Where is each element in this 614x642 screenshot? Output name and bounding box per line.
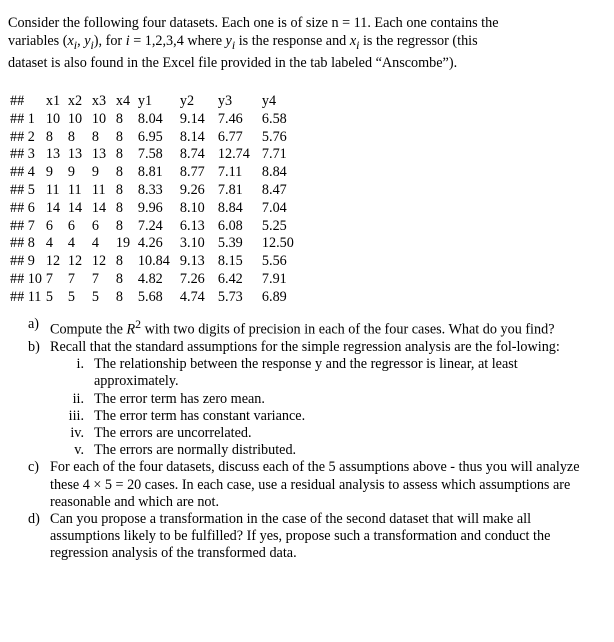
table-header-cell: y2 — [179, 93, 195, 109]
table-cell: 5 — [67, 288, 76, 305]
table-cell: 4.82 — [137, 270, 163, 287]
intro-text: ), for — [93, 33, 126, 49]
table-row — [10, 289, 306, 307]
question-label: a) — [28, 316, 40, 332]
table-cell: 4 — [91, 235, 100, 252]
table-cell: 13 — [67, 146, 83, 163]
table-cell: 8 — [45, 128, 54, 145]
row-label-cell: ## 10 — [10, 270, 42, 287]
table-cell: 7 — [67, 270, 76, 287]
intro-line-1: Consider the following four datasets. Each one is of size n = 11. Each one contains the — [8, 15, 499, 31]
table-cell: 9 — [91, 164, 100, 181]
table-cell: 5.68 — [137, 288, 163, 305]
table-cell: 5.39 — [217, 235, 243, 252]
math-y: y — [225, 33, 232, 49]
list-item — [50, 356, 598, 390]
table-cell: 9 — [45, 164, 54, 181]
table-cell: 5 — [91, 288, 100, 305]
table-cell: 8 — [115, 270, 124, 287]
list-text: The error term has zero mean. — [94, 390, 265, 407]
math-r: R — [126, 321, 136, 338]
table-cell: 8.74 — [179, 146, 205, 163]
row-label-cell: ## 9 — [10, 253, 35, 270]
question-b — [28, 339, 598, 459]
list-item — [50, 408, 598, 425]
question-text: For each of the four datasets, discuss each of the 5 assumptions above - thus you will analyze these 4 × 5 = 20 cases. In each case, use a residual analysis to assess which assumptions are reasonable and which are not. — [50, 459, 580, 510]
table-cell: 13 — [91, 146, 107, 163]
table-cell: 8.81 — [137, 164, 163, 181]
table-row — [10, 164, 306, 182]
list-text: The errors are normally distributed. — [94, 442, 297, 459]
anscombe-data-table — [10, 93, 306, 307]
table-body — [10, 111, 306, 307]
list-number: iv. — [70, 424, 84, 441]
table-cell: 4 — [67, 235, 76, 252]
table-cell: 6 — [91, 217, 100, 234]
table-cell: 7.46 — [217, 110, 243, 127]
question-text: Can you propose a transformation in the case of the second dataset that will make all assumptions likely to be fulfilled? If yes, propose such a transformation and conduct the regression analysis of the transformed data. — [50, 510, 551, 562]
table-cell: 8 — [115, 146, 124, 163]
table-row — [10, 146, 306, 164]
table-cell: 12 — [91, 253, 107, 270]
table-cell: 12 — [67, 253, 83, 270]
table-cell: 8 — [115, 110, 124, 127]
intro-text: is the regressor (this — [359, 33, 478, 49]
question-text-part: with two digits of precision in each of the four cases. What do you find? — [141, 321, 555, 338]
questions-list — [28, 316, 598, 563]
intro-text: is the response and — [235, 33, 350, 49]
math-sub: i — [231, 37, 236, 52]
list-number: v. — [74, 442, 84, 459]
table-row — [10, 129, 306, 147]
question-text-part: Compute the — [50, 321, 127, 338]
intro-text: variables ( — [8, 33, 68, 49]
table-header-cell: y3 — [217, 93, 233, 109]
table-row — [10, 253, 306, 271]
table-header-cell: ## — [10, 93, 25, 109]
list-item — [50, 425, 598, 442]
row-label-cell: ## 8 — [10, 235, 35, 252]
table-cell: 7.26 — [179, 270, 205, 287]
row-label-cell: ## 4 — [10, 164, 35, 181]
table-row — [10, 218, 306, 236]
table-cell: 13 — [45, 146, 61, 163]
table-row — [10, 271, 306, 289]
table-cell: 9.26 — [179, 181, 205, 198]
row-label-cell: ## 6 — [10, 199, 35, 216]
table-cell: 4 — [45, 235, 54, 252]
table-cell: 10.84 — [137, 253, 170, 270]
list-item — [50, 391, 598, 408]
row-label-cell: ## 2 — [10, 128, 35, 145]
table-cell: 6 — [67, 217, 76, 234]
question-label: d) — [28, 510, 40, 527]
table-cell: 14 — [91, 199, 107, 216]
table-cell: 5.56 — [261, 253, 287, 270]
table-cell: 6.89 — [261, 288, 287, 305]
assumption-list — [50, 356, 598, 459]
table-header-cell: x3 — [91, 93, 107, 109]
math-y: y — [84, 33, 91, 49]
table-cell: 14 — [45, 199, 61, 216]
intro-line-3: dataset is also found in the Excel file provided in the tab labeled “Anscombe”). — [8, 54, 458, 71]
table-cell: 19 — [115, 235, 131, 252]
table-cell: 7 — [91, 270, 100, 287]
table-cell: 9.13 — [179, 253, 205, 270]
table-cell: 8 — [115, 288, 124, 305]
table-cell: 11 — [91, 181, 106, 198]
table-cell: 12.74 — [217, 146, 250, 163]
table-cell: 7.81 — [217, 181, 243, 198]
table-cell: 8 — [91, 128, 100, 145]
table-cell: 3.10 — [179, 235, 205, 252]
intro-text: , — [77, 33, 85, 49]
table-row — [10, 235, 306, 253]
table-cell: 6.08 — [217, 217, 243, 234]
table-cell: 4.74 — [179, 288, 205, 305]
row-label-cell: ## 5 — [10, 181, 35, 198]
table-cell: 7.04 — [261, 199, 287, 216]
table-cell: 9 — [67, 164, 76, 181]
table-cell: 10 — [45, 110, 61, 127]
list-text: The error term has constant variance. — [94, 407, 306, 424]
math-sub: i — [90, 37, 94, 52]
table-cell: 14 — [67, 199, 83, 216]
table-cell: 5.73 — [217, 288, 243, 305]
intro-paragraph — [8, 14, 598, 72]
table-cell: 8 — [115, 128, 124, 145]
math-x: x — [67, 33, 74, 49]
list-text: The errors are uncorrelated. — [94, 424, 252, 441]
math-superscript: 2 — [135, 317, 142, 331]
table-cell: 8.77 — [179, 164, 205, 181]
table-header-cell: y1 — [137, 93, 153, 109]
table-cell: 7.58 — [137, 146, 163, 163]
question-text: Recall that the standard assumptions for the simple regression analysis are the fol-lowing: — [50, 338, 560, 355]
list-number: iii. — [68, 407, 84, 424]
table-cell: 8 — [67, 128, 76, 145]
table-header-cell: y4 — [261, 93, 277, 109]
table-header-cell: x4 — [115, 93, 131, 109]
list-item — [50, 442, 598, 459]
table-cell: 8 — [115, 253, 124, 270]
table-cell: 8 — [115, 217, 124, 234]
table-header-row — [10, 93, 306, 111]
table-cell: 12 — [45, 253, 61, 270]
table-row — [10, 182, 306, 200]
math-x: x — [349, 33, 357, 49]
list-text: The relationship between the response y and the regressor is linear, at least approximately. — [94, 356, 518, 390]
table-cell: 8.04 — [137, 110, 163, 127]
table-cell: 6.42 — [217, 270, 243, 287]
table-cell: 8 — [115, 199, 124, 216]
math-i: i — [125, 33, 130, 49]
table-cell: 9.96 — [137, 199, 163, 216]
table-cell: 7 — [45, 270, 54, 287]
intro-line-2 — [8, 32, 598, 54]
math-sub: i — [356, 37, 360, 52]
table-cell: 11 — [45, 181, 60, 198]
question-label: b) — [28, 338, 40, 355]
table-cell: 7.11 — [217, 164, 243, 181]
question-c — [28, 459, 598, 511]
table-cell: 7.24 — [137, 217, 163, 234]
question-a — [28, 316, 598, 339]
table-cell: 6.58 — [261, 110, 287, 127]
table-cell: 8 — [115, 164, 124, 181]
table-cell: 8.47 — [261, 181, 287, 198]
list-number: ii. — [72, 390, 84, 407]
table-cell: 5 — [45, 288, 54, 305]
table-cell: 6.77 — [217, 128, 243, 145]
math-sub: i — [73, 37, 78, 52]
table-cell: 8.84 — [261, 164, 287, 181]
row-label-cell: ## 1 — [10, 110, 35, 127]
table-cell: 8.84 — [217, 199, 243, 216]
table-cell: 10 — [91, 110, 107, 127]
row-label-cell: ## 11 — [10, 288, 42, 305]
question-text — [50, 316, 598, 339]
table-cell: 10 — [67, 110, 83, 127]
table-cell: 6.95 — [137, 128, 163, 145]
table-cell: 8.10 — [179, 199, 205, 216]
table-cell: 8.33 — [137, 181, 163, 198]
question-d — [28, 511, 598, 563]
table-header-cell: x2 — [67, 93, 83, 109]
intro-text: = 1,2,3,4 where — [129, 33, 226, 49]
row-label-cell: ## 3 — [10, 146, 35, 163]
table-cell: 6 — [45, 217, 54, 234]
table-cell: 6.13 — [179, 217, 205, 234]
table-header-cell: x1 — [45, 93, 61, 109]
question-label: c) — [28, 459, 40, 476]
table-cell: 4.26 — [137, 235, 163, 252]
table-cell: 8.14 — [179, 128, 205, 145]
table-cell: 8 — [115, 181, 124, 198]
table-cell: 9.14 — [179, 110, 205, 127]
table-row — [10, 111, 306, 129]
row-label-cell: ## 7 — [10, 217, 35, 234]
table-row — [10, 200, 306, 218]
table-cell: 12.50 — [261, 235, 294, 252]
table-cell: 11 — [67, 181, 82, 198]
table-cell: 8.15 — [217, 253, 243, 270]
question-body — [50, 339, 598, 459]
table-cell: 7.91 — [261, 270, 287, 287]
table-cell: 7.71 — [261, 146, 287, 163]
table-cell: 5.25 — [261, 217, 287, 234]
list-number: i. — [76, 356, 84, 373]
table-cell: 5.76 — [261, 128, 287, 145]
